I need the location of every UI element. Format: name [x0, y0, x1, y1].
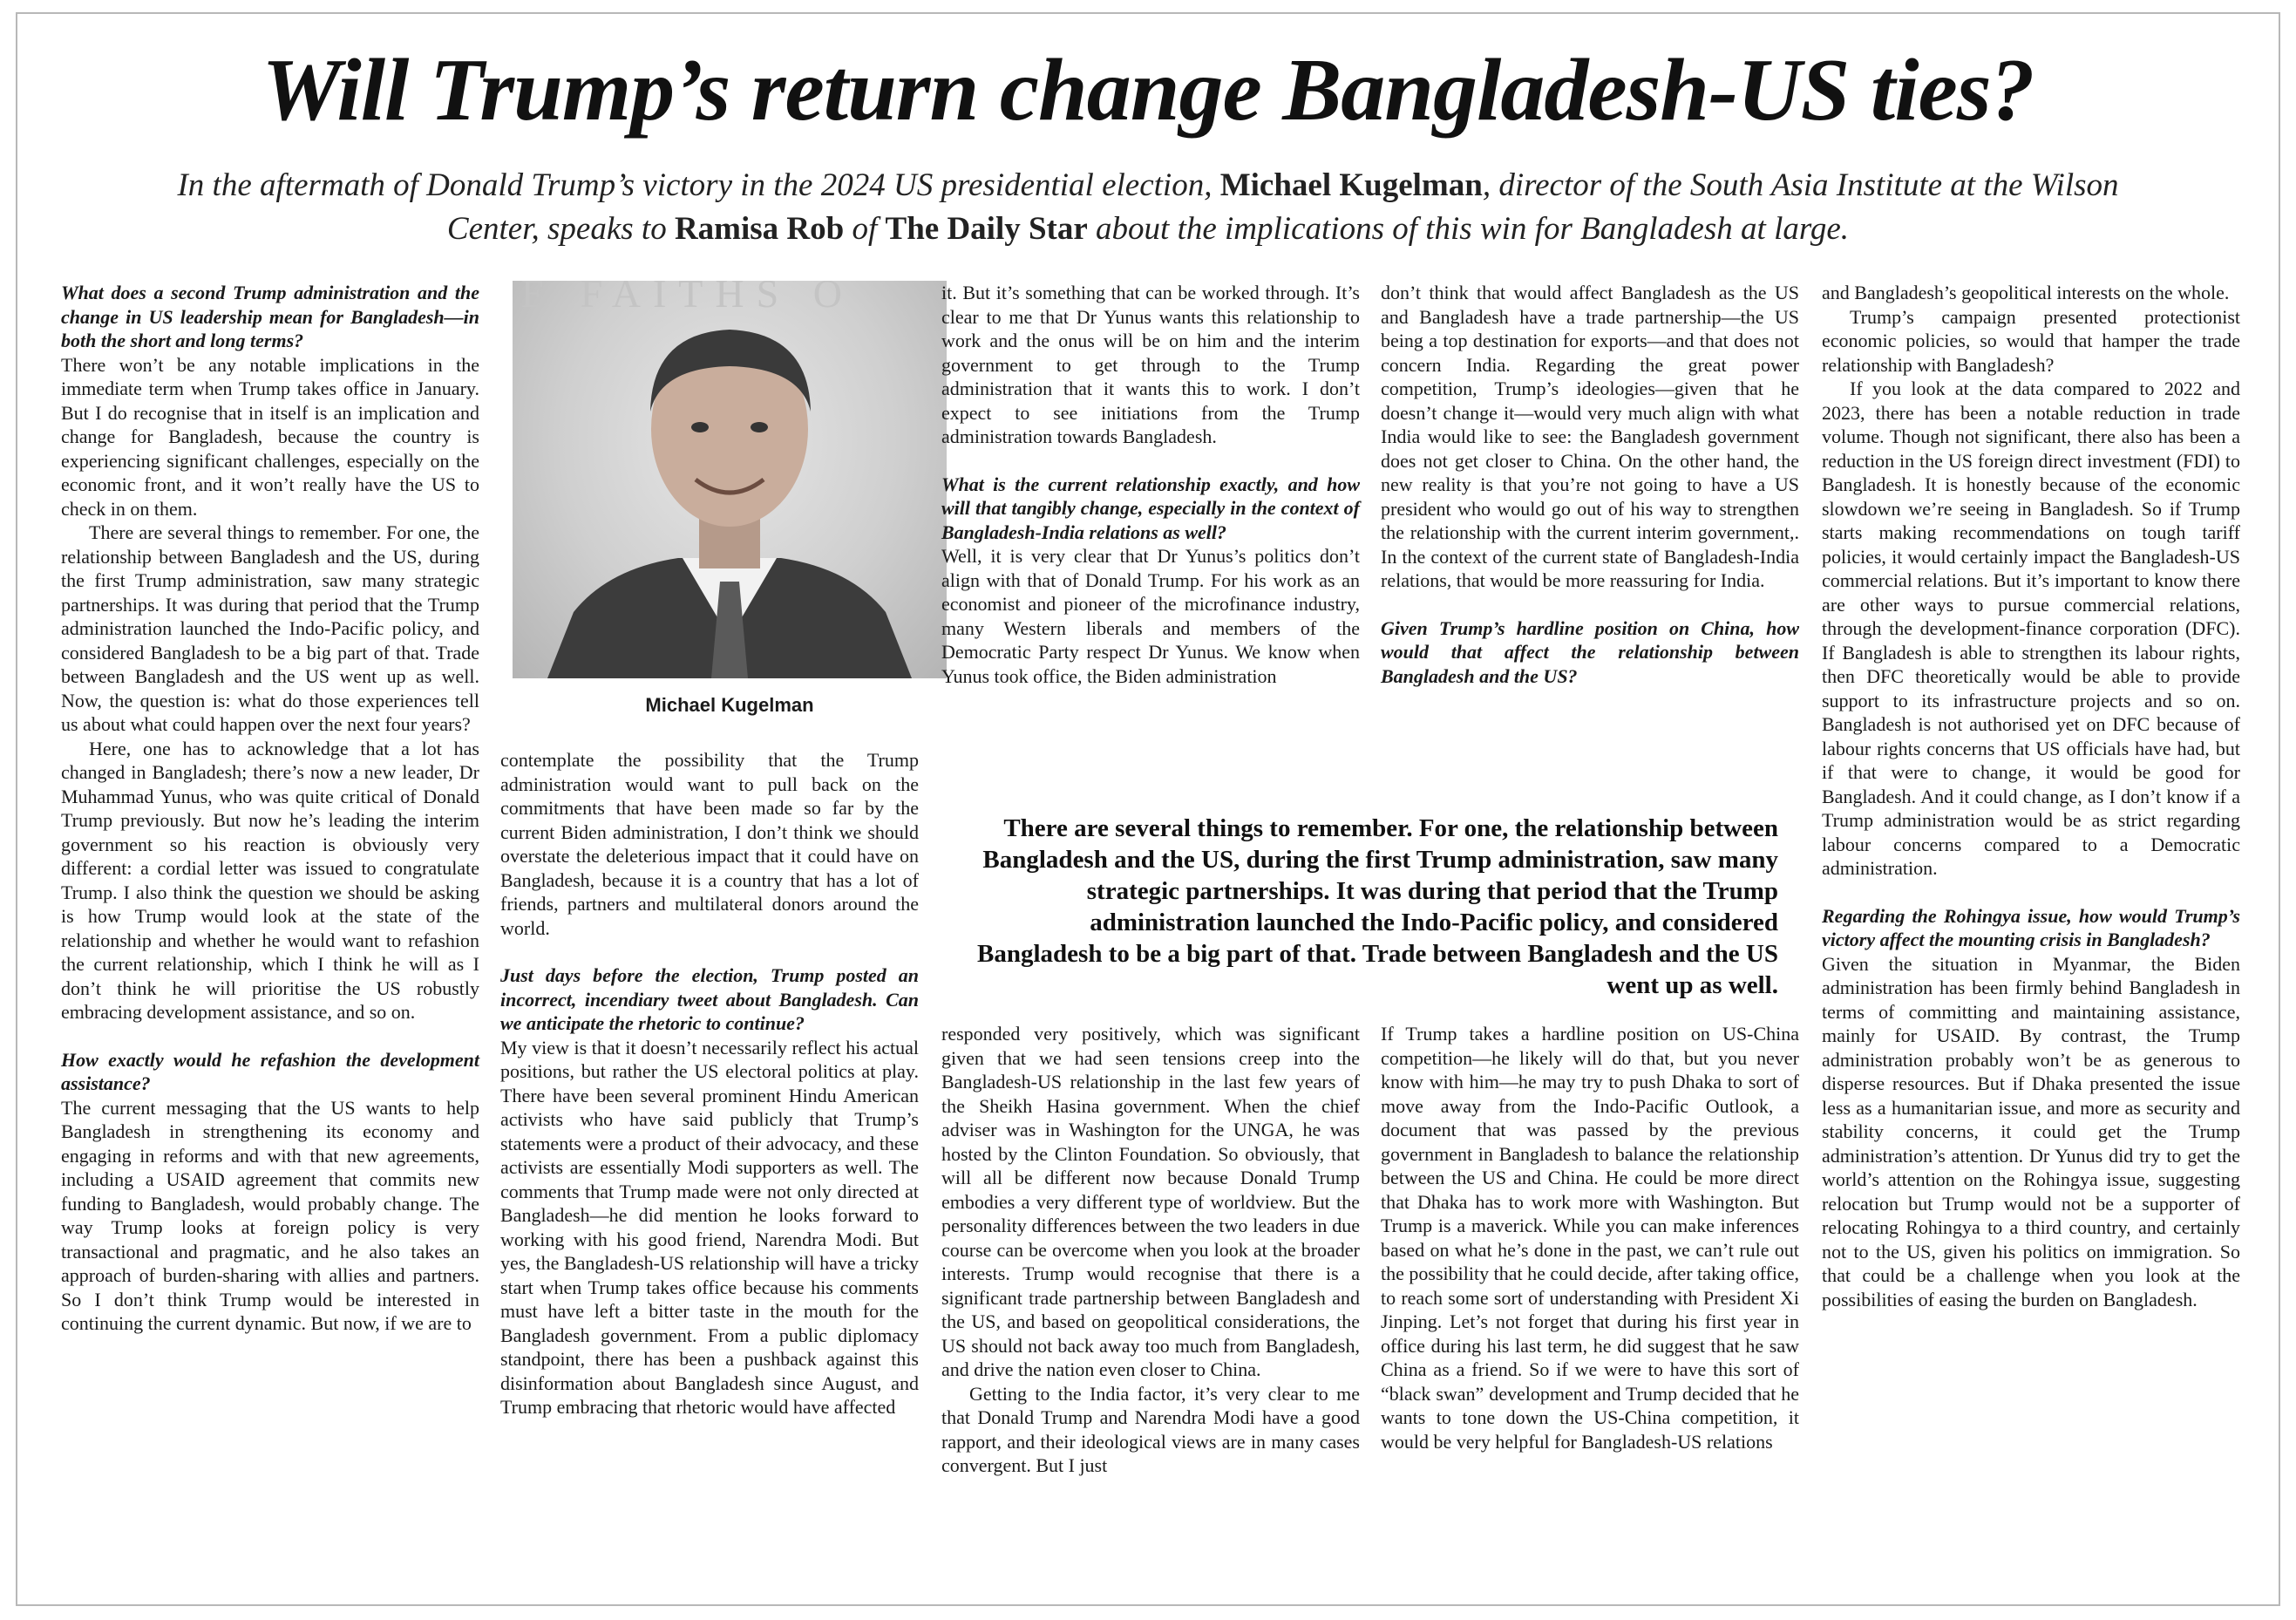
- body-paragraph: The current messaging that the US wants to help Bangladesh in strengthening its economy and engaging in reforms and with that new agreements, including a USAID agreement that commits new funding to Bangladesh, would probably change. The way Trump looks at foreign policy is very transactional and pragmatic, and he also takes an approach of burden-sharing with allies and partners. So I don’t think Trump would be interested in continuing the current dynamic. But now, if we are to: [61, 1096, 479, 1334]
- standfirst-text: about the implications of this win for Bangladesh at large.: [1096, 211, 1850, 247]
- interview-question: Regarding the Rohingya issue, how would Trump’s victory affect the mounting crisis in Bangladesh?: [1822, 904, 2240, 950]
- interviewer-name: Ramisa Rob: [674, 211, 845, 247]
- body-paragraph: If you look at the data compared to 2022 and 2023, there has been a notable reduction in trade volume. Though not significant, there also has been a reduction in the US foreign direct investment (FDI) to Bangladesh. It is honestly because of the economic slowdown we’re seeing in Bangladesh. So if Trump starts making recommendations on tough tariff policies, it would certainly impact the Bangladesh-US commercial relations. But it’s important to know there are other ways to pursue commercial relations, through the development-finance corporation (DFC). If Bangladesh is able to strengthen its labour rights, then DFC theoretically would be able to provide support to its infrastructure projects and so on. Bangladesh is not authorised yet on DFC because of labour rights concerns that US officials have had, but if that were to change, it would be good for Bangladesh. And it could change, as I don’t know if a Trump administration would be as strict regarding labour concerns compared to a Democratic administration.: [1822, 378, 2240, 879]
- interview-question: What does a second Trump administration and the change in US leadership mean for Bangladesh—in both the short and long terms?: [61, 282, 479, 351]
- body-paragraph: Getting to the India factor, it’s very clear to me that Donald Trump and Narendra Modi have a good rapport, and their ideological views are in many cases convergent. But I just: [941, 1382, 1360, 1476]
- body-paragraph: Well, it is very clear that Dr Yunus’s politics don’t align with that of Donald Trump. For his work as an economist and pioneer of the microfinance industry, many Western liberals and members of the Democratic Party respect Dr Yunus. We know when Yunus took office, the Biden administration: [941, 545, 1360, 687]
- body-paragraph: Given the situation in Myanmar, the Biden administration has been firmly behind Bangladesh in terms of committing and maintaining assistance, mainly for USAID. By contrast, the Trump administration probably won’t be as generous to disperse resources. But if Dhaka presented the issue less as a humanitarian issue, and more as security and stability concerns, it could get the Trump administration’s attention. Dr Yunus did try to get the world’s attention on the Rohingya issue, suggesting relocation but Trump would not be a supporter of relocating Rohingya to a third country, and certainly not to the US, given his politics on immigration. So that could be a challenge when you look at the possibilities of easing the burden on Bangladesh.: [1822, 952, 2240, 1310]
- body-paragraph: Trump’s campaign presented protectionist economic policies, so would that hamper the trade relationship with Bangladesh?: [1822, 305, 2240, 376]
- body-paragraph: and Bangladesh’s geopolitical interests on the whole.: [1822, 282, 2230, 303]
- column-4-bottom: [1381, 1022, 1799, 1453]
- interviewee-name: Michael Kugelman: [1219, 167, 1483, 203]
- body-paragraph: don’t think that would affect Bangladesh as the US and Bangladesh have a trade partnership—the US being a top destination for exports—and that does not concern India. Regarding the great power competition, Trump’s ideologies—given that he doesn’t change it—would very much align with what India would like to see: the Bangladesh government does not get closer to China. On the other hand, the new reality is that you’re not going to have a US president who would go out of his way to strengthen the relationship with the current interim government,. In the context of the current state of Bangladesh-India relations, that would be more reassuring for India.: [1381, 282, 1799, 591]
- interview-question: How exactly would he refashion the development assistance?: [61, 1048, 479, 1094]
- column-5: [1822, 281, 2240, 1311]
- outlet-name: The Daily Star: [885, 211, 1088, 247]
- column-4-top: [1381, 281, 1799, 688]
- column-2: [500, 748, 919, 1419]
- body-paragraph: If Trump takes a hardline position on US-China competition—he likely will do that, but you never know with him—he may try to push Dhaka to sort of move away from the Indo-Pacific Outlook, a document that was passed by the previous government in Bangladesh to balance the relationship between the US and China. He could be more direct that Dhaka has to work more with Washington. But Trump is a maverick. While you can make inferences based on what he’s done in the past, we can’t rule out the possibility that he could decide, after taking office, to reach some sort of understanding with President Xi Jinping. Let’s not forget that during his first year in office during his last term, he did suggest that he saw China as a friend. So if we were to have this sort of “black swan” development and Trump decided that he wants to tone down the US-China competition, it would be very helpful for Bangladesh-US relations: [1381, 1023, 1799, 1453]
- column-3-bottom: [941, 1022, 1360, 1478]
- interview-question: Given Trump’s hardline position on China, how would that affect the relationship between Bangladesh and the US?: [1381, 616, 1799, 687]
- body-paragraph: contemplate the possibility that the Trump administration would want to pull back on the commitments that have been made so far by the current Biden administration, I don’t think we should overstate the deleterious impact that it could have on Bangladesh, because it is a country that has a lot of friends, partners and multilateral donors around the world.: [500, 749, 919, 939]
- svg-text:E FAITHS O: E FAITHS O: [521, 281, 854, 316]
- portrait-photo: [513, 281, 947, 678]
- standfirst-text: , director of the South Asia Institute at the Wilson Center, speaks to: [446, 167, 2119, 247]
- body-paragraph: My view is that it doesn’t necessarily reflect his actual positions, but rather the US electoral politics at play. There have been several prominent Hindu American activists who have said publicly that Trump’s statements were a product of their advocacy, and these activists are essentially Modi supporters as well. The comments that Trump made were not only directed at Bangladesh—he did mention he looks forward to working with his good friend, Narendra Modi. But yes, the Bangladesh-US relationship will have a tricky start when Trump takes office because his comments must have left a bitter taste in the mouth for the Bangladesh government. From a public diplomacy standpoint, there has been a pushback against this disinformation about Bangladesh since August, and Trump embracing that rhetoric would have affected: [500, 1036, 919, 1418]
- interview-question: Just days before the election, Trump posted an incorrect, incendiary tweet about Bangladesh. Can we anticipate the rhetoric to continue?: [500, 964, 919, 1034]
- photo-caption: Michael Kugelman: [645, 694, 814, 716]
- body-paragraph: Here, one has to acknowledge that a lot has changed in Bangladesh; there’s now a new leader, Dr Muhammad Yunus, who was quite critical of Donald Trump previously. But now he’s leading the interim government so his reaction is obviously very different: a cordial letter was issued to congratulate Trump. I also think the question we should be asking is how Trump would look at the state of the relationship and whether he would want to refashion the current relationship, which I think he will as I don’t think he will prioritise the US robustly embracing development assistance, and so on.: [61, 737, 479, 1023]
- standfirst-text: of: [852, 211, 878, 247]
- portrait-illustration: [513, 281, 947, 678]
- standfirst: [139, 164, 2157, 251]
- column-1: [61, 281, 479, 1336]
- standfirst-text: In the aftermath of Donald Trump’s victory in the 2024 US presidential election,: [177, 167, 1213, 203]
- body-paragraph: There are several things to remember. For one, the relationship between Bangladesh and the US, during the first Trump administration, saw many strategic partnerships. It was during that period that the Trump administration launched the Indo-Pacific policy, and considered Bangladesh to be a big part of that. Trade between Bangladesh and the US went up as well. Now, the question is: what do those experiences tell us about what could happen over the next four years?: [61, 521, 479, 735]
- headline: Will Trump’s return change Bangladesh-US ties?: [262, 41, 2034, 140]
- pull-quote: There are several things to remember. For one, the relationship between Bangladesh and the US, during the first Trump administration, saw many strategic partnerships. It was during that period that the Trump administration launched the Indo-Pacific policy, and considered Bangladesh to be a big part of that. Trade between Bangladesh and the US went up as well.: [977, 814, 1778, 999]
- column-3-top: [941, 281, 1360, 688]
- interview-question: What is the current relationship exactly, and how will that tangibly change, especially in the context of Bangladesh-India relations as well?: [941, 473, 1360, 543]
- body-paragraph: it. But it’s something that can be worked through. It’s clear to me that Dr Yunus wants this relationship to work and the onus will be on him and the interim government to get through to the Trump administration that it wants this to work. I don’t expect to see initiations from the Trump administration towards Bangladesh.: [941, 282, 1360, 447]
- body-paragraph: There won’t be any notable implications in the immediate term when Trump takes office in January. But I do recognise that in itself is an implication and change for Bangladesh, because the country is experiencing significant challenges, especially on the economic front, and it won’t really have the US to check in on them.: [61, 353, 479, 520]
- body-paragraph: responded very positively, which was significant given that we had seen tensions creep into the Bangladesh-US relationship in the last few years of the Sheikh Hasina government. When the chief adviser was in Washington for the UNGA, he was hosted by the Clinton Foundation. So obviously, that will all be different now because Donald Trump embodies a very different type of worldview. But the personality differences between the two leaders in due course can be overcome when you look at the broader interests. Trump would recognise that there is a significant trade partnership between Bangladesh and the US, and based on geopolitical considerations, the US should not back away too much from Bangladesh, and drive the nation even closer to China.: [941, 1023, 1360, 1380]
